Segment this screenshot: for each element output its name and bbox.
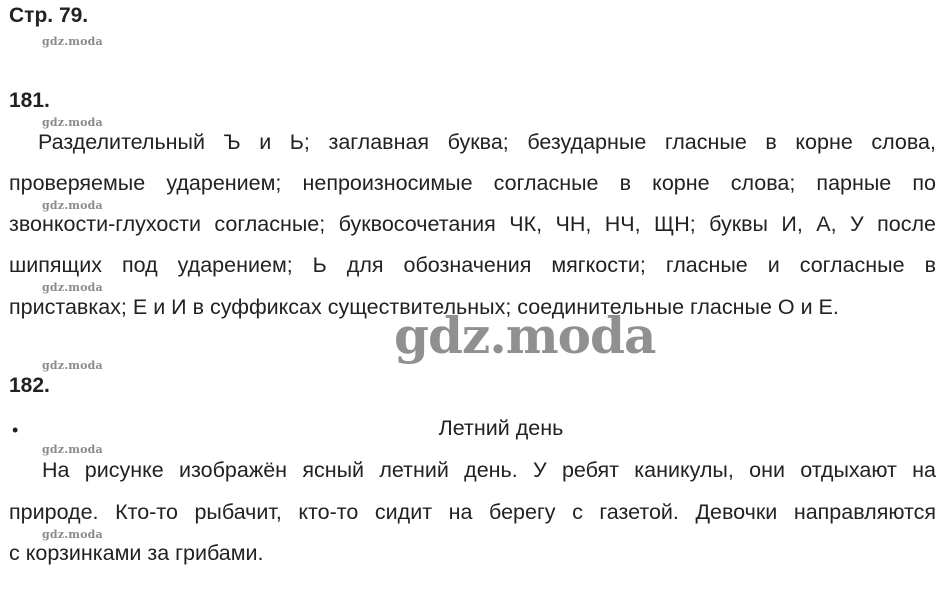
task-181-line-4: шипящих под ударением; Ь для обозначения мягкости; гласные и согласные в bbox=[9, 253, 936, 277]
watermark: gdz.moda bbox=[42, 116, 103, 129]
task-181-line-5: приставках; Е и И в суффиксах существительных; соединительные гласные О и Е. bbox=[9, 295, 839, 319]
watermark: gdz.moda bbox=[42, 281, 103, 294]
task-181-number: 181. bbox=[9, 89, 50, 112]
watermark: gdz.moda bbox=[42, 199, 103, 212]
task-181-line-3: звонкости-глухости согласные; буквосочетания ЧК, ЧН, НЧ, ЩН; буквы И, А, У после bbox=[9, 212, 936, 236]
story-title: Летний день bbox=[438, 416, 564, 440]
watermark: gdz.moda bbox=[42, 528, 103, 541]
task-181-line-1: Разделительный Ъ и Ь; заглавная буква; безударные гласные в корне слова, bbox=[38, 130, 936, 154]
task-182-line-1: На рисунке изображён ясный летний день. У ребят каникулы, они отдыхают на bbox=[42, 458, 936, 482]
watermark: gdz.moda bbox=[42, 359, 103, 372]
watermark: gdz.moda bbox=[42, 35, 103, 48]
task-182-number: 182. bbox=[9, 374, 50, 397]
bullet: • bbox=[12, 420, 19, 440]
task-181-line-2: проверяемые ударением; непроизносимые согласные в корне слова; парные по bbox=[9, 171, 936, 195]
watermark-logo: gdz.moda bbox=[394, 306, 656, 365]
task-182-line-2: природе. Кто-то рыбачит, кто-то сидит на берегу с газетой. Девочки направляются bbox=[9, 500, 936, 524]
page-header: Стр. 79. bbox=[9, 4, 89, 27]
watermark: gdz.moda bbox=[42, 443, 103, 456]
task-182-line-3: с корзинками за грибами. bbox=[9, 541, 264, 565]
